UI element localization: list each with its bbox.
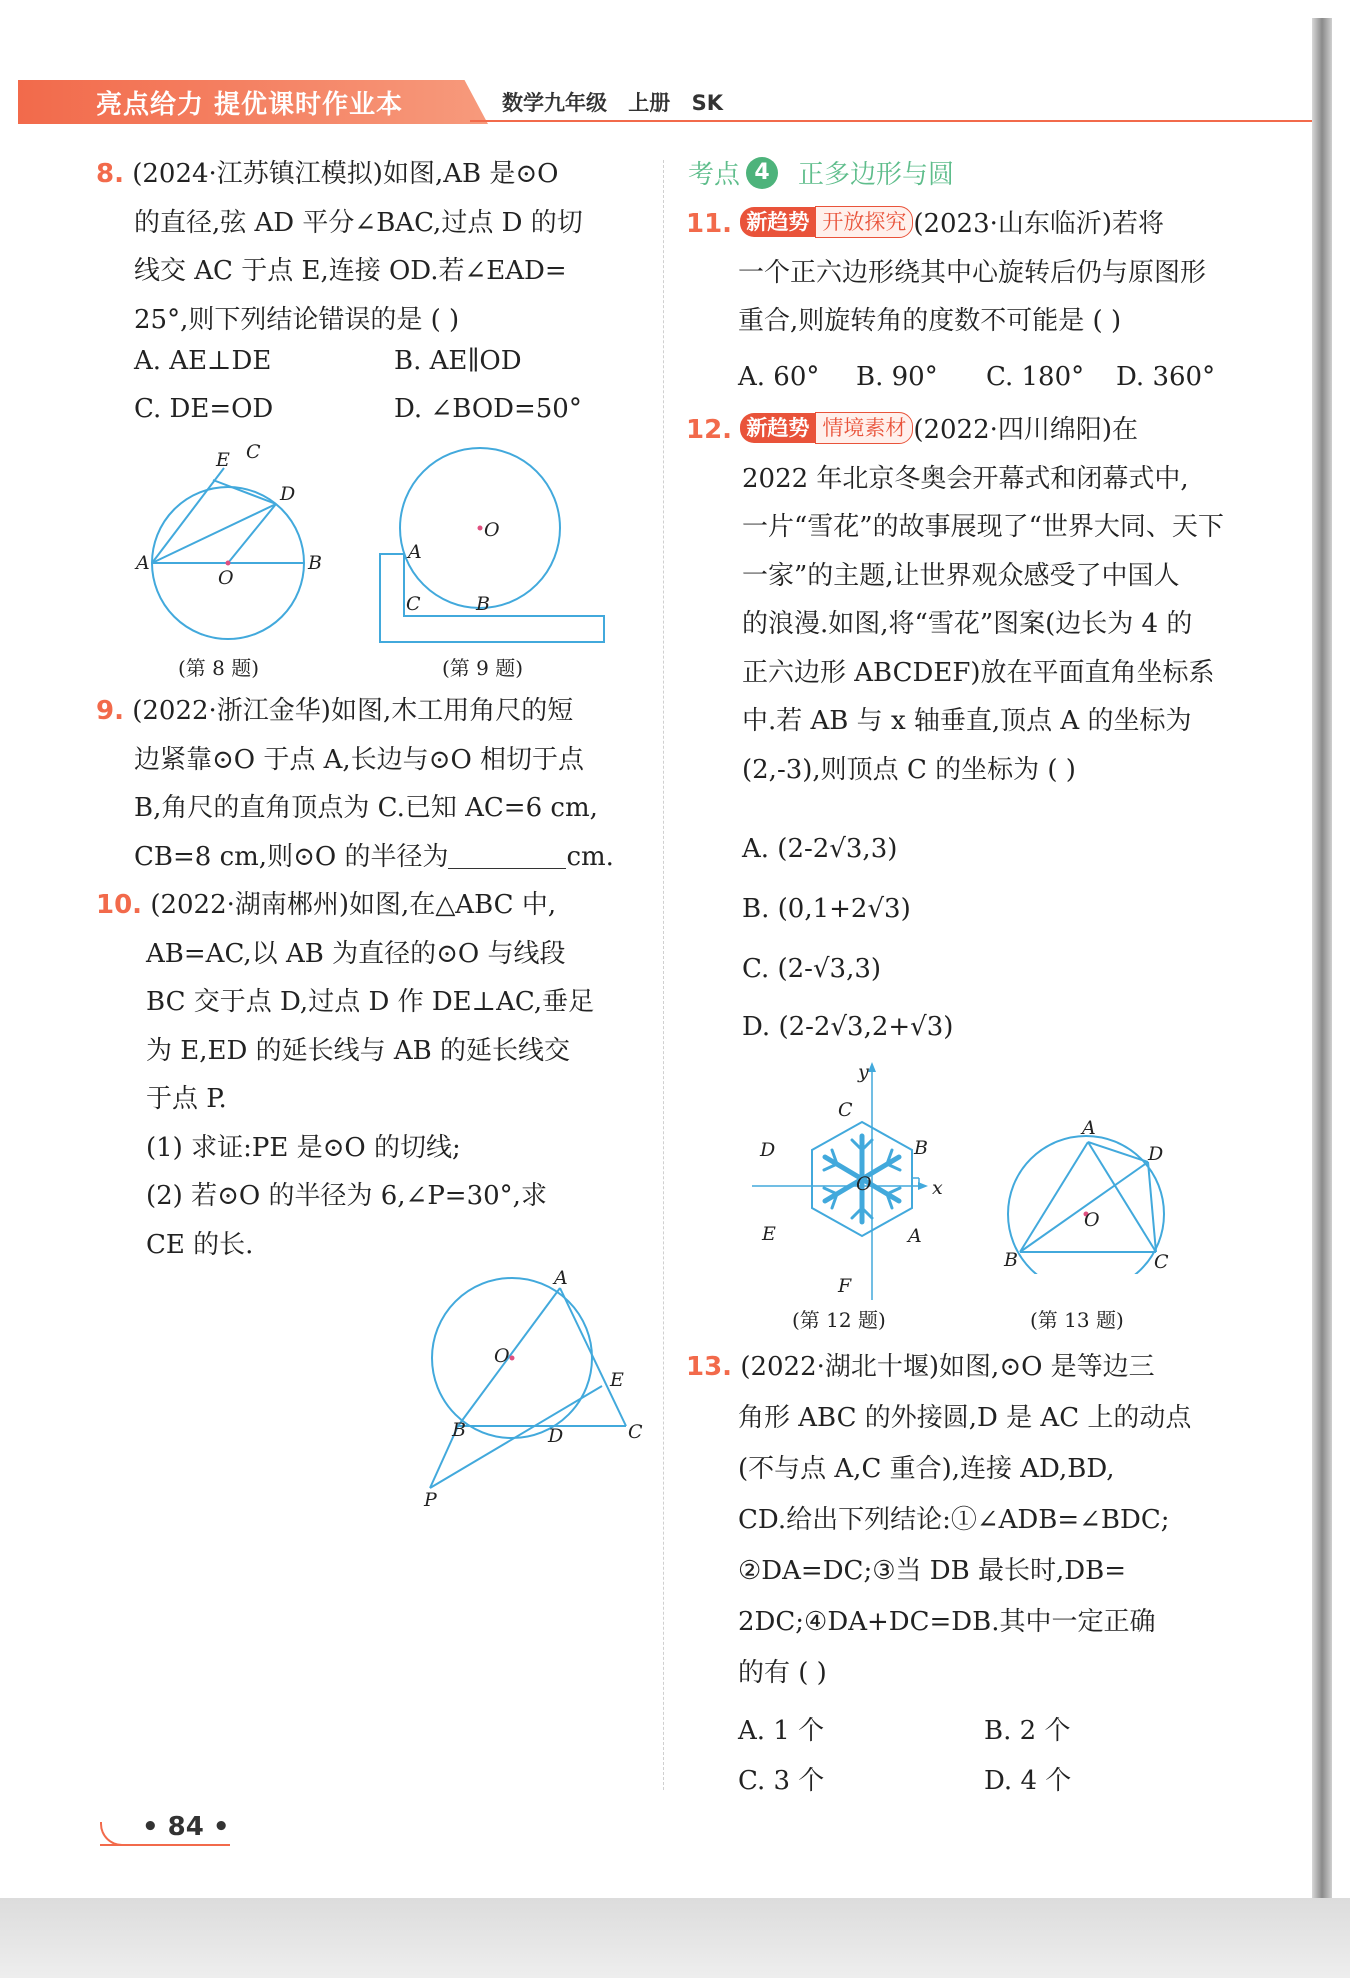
point-label: C xyxy=(246,441,261,463)
option-b: B. 2 个 xyxy=(984,1716,1071,1746)
page-number-rule xyxy=(100,1844,230,1846)
question-number: 11. xyxy=(686,209,733,239)
unit-text: cm. xyxy=(566,841,614,872)
axis-label: x xyxy=(932,1177,943,1199)
question-line: (2024·江苏镇江模拟)如图,AB 是⊙O xyxy=(132,159,559,189)
question-11 xyxy=(686,200,1206,346)
book-subtitle: 数学九年级 上册 SK xyxy=(502,91,724,115)
question-line: 一个正六边形绕其中心旋转后仍与原图形 xyxy=(738,257,1207,288)
figure-13-caption: (第 13 题) xyxy=(1030,1308,1124,1332)
question-line: (2) 若⊙O 的半径为 6,∠P=30°,求 xyxy=(146,1181,547,1211)
question-line: B,角尺的直角顶点为 C.已知 AC=6 cm, xyxy=(134,793,598,823)
question-line: (不与点 A,C 重合),连接 AD,BD, xyxy=(738,1454,1115,1484)
question-line: 中.若 AB 与 x 轴垂直,顶点 A 的坐标为 xyxy=(742,706,1192,736)
section-number-badge: 4 xyxy=(746,157,778,189)
answer-blank xyxy=(448,842,566,869)
question-number: 8. xyxy=(96,159,124,189)
header-rule xyxy=(470,120,1312,122)
point-label: E xyxy=(762,1223,776,1245)
point-label: A xyxy=(136,552,150,574)
trend-tag: 新趋势 xyxy=(740,207,815,237)
page-number-ornament xyxy=(100,1822,142,1846)
option-a: A. (2-2√3,3) xyxy=(742,834,898,864)
question-line: BC 交于点 D,过点 D 作 DE⊥AC,垂足 xyxy=(146,987,595,1017)
question-line: (2022·四川绵阳)在 xyxy=(913,415,1139,445)
option-d: D. 360° xyxy=(1116,362,1216,392)
point-label: D xyxy=(548,1425,564,1447)
point-label: A xyxy=(408,541,422,563)
trend-tag: 新趋势 xyxy=(740,413,815,443)
question-line: 为 E,ED 的延长线与 AB 的延长线交 xyxy=(146,1035,571,1066)
question-line: 边紧靠⊙O 于点 A,长边与⊙O 相切于点 xyxy=(134,744,585,775)
question-line: (2022·湖北十堰)如图,⊙O 是等边三 xyxy=(740,1352,1155,1382)
point-label: O xyxy=(218,567,234,589)
question-line: CE 的长. xyxy=(146,1229,254,1260)
section-title: 正多边形与圆 xyxy=(798,160,955,190)
option-d: D. 4 个 xyxy=(984,1766,1072,1796)
question-line: (2022·浙江金华)如图,木工用角尺的短 xyxy=(132,696,574,726)
page-number: • 84 • xyxy=(142,1812,230,1842)
question-line: 25°,则下列结论错误的是 ( ) xyxy=(134,304,460,335)
question-line: ②DA=DC;③当 DB 最长时,DB= xyxy=(738,1556,1127,1586)
book-title: 亮点给力 提优课时作业本 xyxy=(96,90,404,120)
figure-10 xyxy=(412,1270,652,1520)
point-label: E xyxy=(610,1369,624,1391)
question-line: 的浪漫.如图,将“雪花”图案(边长为 4 的 xyxy=(742,609,1193,639)
point-label: P xyxy=(424,1489,437,1511)
point-label: A xyxy=(1082,1117,1096,1139)
point-label: C xyxy=(1154,1251,1169,1273)
question-10 xyxy=(96,881,594,1269)
question-line: 于点 P. xyxy=(146,1084,227,1114)
section-heading xyxy=(688,154,954,191)
section-label: 考点 xyxy=(688,160,741,190)
question-13 xyxy=(686,1342,1191,1699)
figure-8 xyxy=(130,438,330,648)
question-line: (1) 求证:PE 是⊙O 的切线; xyxy=(146,1132,461,1163)
context-tag: 情境素材 xyxy=(815,412,913,444)
point-label: A xyxy=(554,1270,568,1289)
point-label: E xyxy=(216,449,230,471)
question-line: 角形 ABC 的外接圆,D 是 AC 上的动点 xyxy=(738,1403,1192,1433)
point-label: C xyxy=(628,1421,643,1443)
question-8 xyxy=(96,150,583,344)
point-label: O xyxy=(856,1173,872,1195)
question-number: 13. xyxy=(686,1352,733,1382)
question-number: 10. xyxy=(96,890,143,920)
option-a: A. 1 个 xyxy=(738,1716,825,1746)
question-line: 线交 AC 于点 E,连接 OD.若∠EAD= xyxy=(134,256,567,286)
figure-9-caption: (第 9 题) xyxy=(442,656,524,680)
figure-13 xyxy=(998,1114,1188,1274)
figure-12 xyxy=(752,1060,952,1300)
question-line: (2023·山东临沂)若将 xyxy=(913,209,1165,239)
question-line: 2DC;④DA+DC=DB.其中一定正确 xyxy=(738,1607,1156,1637)
option-b: B. 90° xyxy=(856,362,938,392)
question-line: AB=AC,以 AB 为直径的⊙O 与线段 xyxy=(146,938,566,969)
question-line: (2022·湖南郴州)如图,在△ABC 中, xyxy=(150,890,557,920)
question-line: 的直径,弦 AD 平分∠BAC,过点 D 的切 xyxy=(134,207,583,238)
point-label: D xyxy=(280,483,296,505)
question-line: 一片“雪花”的故事展现了“世界大同、天下 xyxy=(742,512,1224,542)
axis-label: y xyxy=(858,1061,869,1083)
question-line: 正六边形 ABCDEF)放在平面直角坐标系 xyxy=(742,657,1215,688)
option-c: C. DE=OD xyxy=(134,394,274,424)
question-12 xyxy=(686,406,1224,794)
question-number: 9. xyxy=(96,696,124,726)
option-b: B. AE∥OD xyxy=(394,346,522,376)
point-label: B xyxy=(308,552,322,574)
question-line: CD.给出下列结论:①∠ADB=∠BDC; xyxy=(738,1505,1170,1535)
question-line: (2,-3),则顶点 C 的坐标为 ( ) xyxy=(742,754,1076,785)
point-label: C xyxy=(406,593,421,615)
point-label: D xyxy=(760,1139,776,1161)
question-9 xyxy=(96,687,614,881)
point-label: F xyxy=(838,1275,852,1297)
point-label: B xyxy=(1004,1249,1018,1271)
point-label: B xyxy=(914,1137,928,1159)
figure-9 xyxy=(372,446,612,646)
point-label: O xyxy=(494,1345,510,1367)
option-a: A. AE⊥DE xyxy=(134,346,272,376)
figure-8-caption: (第 8 题) xyxy=(178,656,260,680)
figure-12-caption: (第 12 题) xyxy=(792,1308,886,1332)
option-d: D. (2-2√3,2+√3) xyxy=(742,1012,954,1042)
option-c: C. (2-√3,3) xyxy=(742,954,882,984)
question-line: 一家”的主题,让世界观众感受了中国人 xyxy=(742,560,1180,591)
point-label: B xyxy=(452,1419,466,1441)
point-label: B xyxy=(476,593,490,615)
option-c: C. 3 个 xyxy=(738,1766,825,1796)
point-label: O xyxy=(484,519,500,541)
point-label: O xyxy=(1084,1209,1100,1231)
question-line: 重合,则旋转角的度数不可能是 ( ) xyxy=(738,306,1122,336)
option-d: D. ∠BOD=50° xyxy=(394,394,582,424)
option-b: B. (0,1+2√3) xyxy=(742,894,911,924)
option-a: A. 60° xyxy=(738,362,820,392)
question-line: 的有 ( ) xyxy=(738,1658,827,1688)
question-line: 2022 年北京冬奥会开幕式和闭幕式中, xyxy=(742,463,1189,494)
question-number: 12. xyxy=(686,415,733,445)
page-bottom-shadow xyxy=(0,1898,1350,1978)
point-label: C xyxy=(838,1099,853,1121)
option-c: C. 180° xyxy=(986,362,1085,392)
point-label: A xyxy=(908,1225,922,1247)
point-label: D xyxy=(1148,1143,1164,1165)
page-edge-shadow xyxy=(1312,18,1332,1898)
column-divider xyxy=(663,160,664,1790)
open-explore-tag: 开放探究 xyxy=(815,206,913,238)
question-line: CB=8 cm,则⊙O 的半径为 xyxy=(134,841,449,872)
